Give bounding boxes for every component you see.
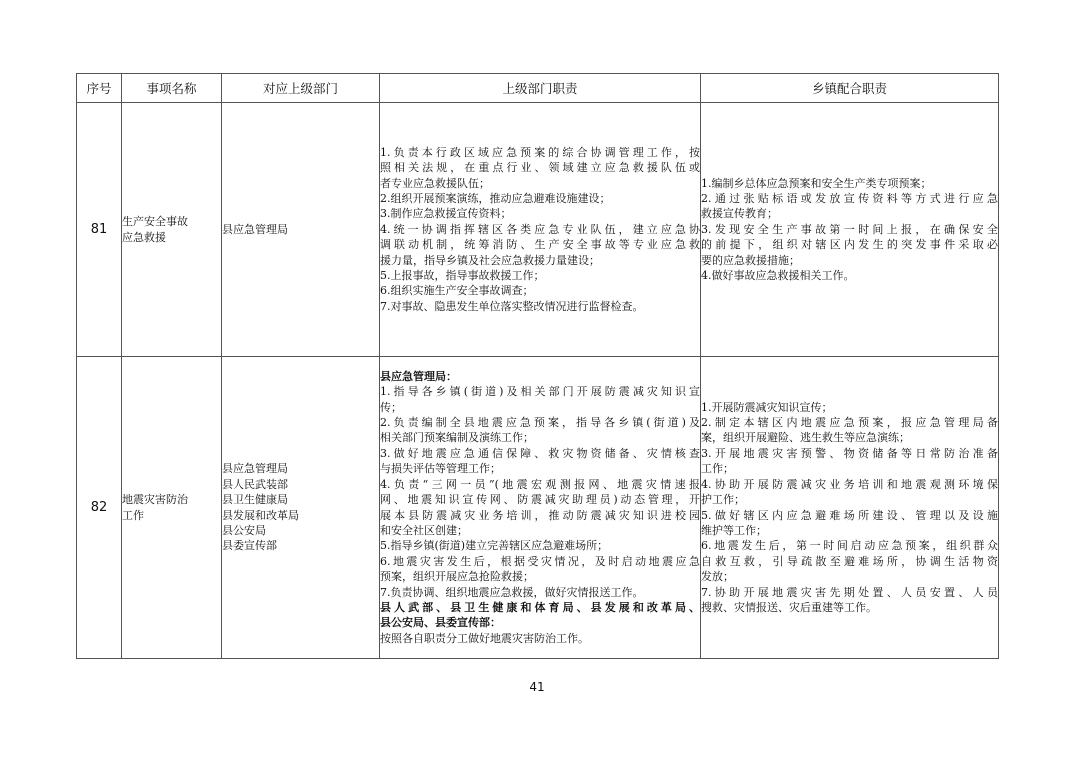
item-name bbox=[122, 357, 222, 659]
text-line: 1.负责本行政区域应急预案的综合协调管理工作，按 bbox=[380, 145, 700, 159]
text-line: 者专业应急救援队伍； bbox=[380, 176, 490, 190]
table-row bbox=[77, 103, 999, 357]
header-no: 序号 bbox=[77, 74, 122, 103]
item-name bbox=[122, 103, 222, 357]
header-dept: 对应上级部门 bbox=[222, 74, 380, 103]
text-line: 县委宣传部 bbox=[222, 539, 277, 553]
text-line: 传； bbox=[380, 400, 402, 414]
text-line: 展本县防震减灾业务培训，推动防震减灾知识进校园 bbox=[380, 508, 700, 522]
text-line: 2.制定本辖区内地震应急预案，报应急管理局备 bbox=[701, 416, 998, 430]
text-line: 工作 bbox=[122, 508, 144, 522]
superior-departments bbox=[222, 357, 380, 659]
text-line: 救援宣传教育； bbox=[701, 207, 778, 221]
row-number: 82 bbox=[77, 357, 122, 659]
header-row bbox=[77, 74, 999, 103]
text-line: 4.协助开展防震减灾业务培训和地震观测环境保 bbox=[701, 477, 998, 491]
text-line: 7.对事故、隐患发生单位落实整改情况进行监督检查。 bbox=[380, 299, 644, 313]
header-name: 事项名称 bbox=[122, 74, 222, 103]
text-line: 县应急管理局 bbox=[222, 222, 288, 236]
text-line: 县应急管理局 bbox=[222, 462, 288, 476]
text-line: 维护等工作； bbox=[701, 523, 767, 537]
text-line: 地震灾害防治 bbox=[122, 493, 188, 507]
text-line: 发放； bbox=[701, 570, 734, 584]
text-line: 5.做好辖区内应急避难场所建设、管理以及设施 bbox=[701, 508, 998, 522]
text-line: 3.开展地震灾害预警、物资储备等日常防治准备 bbox=[701, 446, 998, 460]
text-line: 5.指导乡镇(街道)建立完善辖区应急避难场所； bbox=[380, 539, 609, 553]
text-line: 3.做好地震应急通信保障、救灾物资储备、灾情核查 bbox=[380, 446, 700, 460]
text-line: 5.上报事故，指导事故救援工作； bbox=[380, 269, 545, 283]
text-line: 3.制作应急救援宣传资料； bbox=[380, 207, 512, 221]
text-line: 与损失评估等管理工作； bbox=[380, 462, 501, 476]
superior-duties bbox=[380, 103, 701, 357]
text-line: 调联动机制，统筹消防、生产安全事故等专业应急救 bbox=[380, 238, 700, 252]
superior-duties bbox=[380, 357, 701, 659]
text-line: 网、地震知识宣传网、防震减灾助理员)动态管理，开 bbox=[380, 493, 700, 507]
township-duties bbox=[701, 357, 999, 659]
text-line: 6.地震发生后，第一时间启动应急预案，组织群众 bbox=[701, 539, 998, 553]
text-line: 3.发现安全生产事故第一时间上报，在确保安全 bbox=[701, 222, 998, 236]
text-line: 自救互救，引导疏散至避难场所，协调生活物资 bbox=[701, 554, 998, 568]
text-line: 案，组织开展避险、逃生救生等应急演练； bbox=[701, 431, 910, 445]
township-duties bbox=[701, 103, 999, 357]
text-line: 2.负责编制全县地震应急预案，指导各乡镇(街道)及 bbox=[380, 416, 700, 430]
table-row bbox=[77, 357, 999, 659]
text-line: 1.开展防震减灾知识宣传； bbox=[701, 400, 833, 414]
superior-departments bbox=[222, 103, 380, 357]
text-line: 1.编制乡总体应急预案和安全生产类专项预案； bbox=[701, 176, 932, 190]
text-line: 县卫生健康局 bbox=[222, 493, 288, 507]
text-line: 的前提下，组织对辖区内发生的突发事件采取必 bbox=[701, 238, 998, 252]
text-line: 6.组织实施生产安全事故调查； bbox=[380, 284, 534, 298]
text-line: 县发展和改革局 bbox=[222, 508, 299, 522]
text-line: 1.指导各乡镇(街道)及相关部门开展防震减灾知识宣 bbox=[380, 385, 700, 399]
text-line: 2.通过张贴标语或发放宣传资料等方式进行应急 bbox=[701, 191, 998, 205]
text-line: 护工作； bbox=[701, 493, 745, 507]
text-line: 4.负责“三网一员”(地震宏观测报网、地震灾情速报 bbox=[380, 477, 700, 491]
text-line: 应急救援 bbox=[122, 230, 166, 244]
text-line: 援力量，指导乡镇及社会应急救援力量建设； bbox=[380, 253, 600, 267]
text-line: 6.地震灾害发生后，根据受灾情况，及时启动地震应急 bbox=[380, 554, 700, 568]
page-number: 41 bbox=[529, 680, 545, 694]
text-line: 县公安局 bbox=[222, 523, 266, 537]
text-line: 生产安全事故 bbox=[122, 215, 188, 229]
text-line: 7.负责协调、组织地震应急救援，做好灾情报送工作。 bbox=[380, 585, 644, 599]
text-line: 预案，组织开展应急抢险救援； bbox=[380, 570, 534, 584]
text-line: 相关部门预案编制及演练工作； bbox=[380, 431, 534, 445]
row-number: 81 bbox=[77, 103, 122, 357]
text-line: 搜救、灾情报送、灾后重建等工作。 bbox=[701, 600, 877, 614]
text-line: 4.统一协调指挥辖区各类应急专业队伍，建立应急协 bbox=[380, 222, 700, 236]
text-line: 县应急管理局： bbox=[380, 369, 457, 383]
duty-table bbox=[76, 73, 999, 659]
text-line: 要的应急救援措施； bbox=[701, 253, 800, 267]
text-line: 4.做好事故应急救援相关工作。 bbox=[701, 269, 855, 283]
text-line: 7.协助开展地震灾害先期处置、人员安置、人员 bbox=[701, 585, 998, 599]
text-line: 工作； bbox=[701, 462, 734, 476]
text-line: 照相关法规，在重点行业、领域建立应急救援队伍或 bbox=[380, 161, 700, 175]
header-upper-duty: 上级部门职责 bbox=[380, 74, 701, 103]
text-line: 县公安局、县委宣传部： bbox=[380, 616, 501, 630]
text-line: 县人武部、县卫生健康和体育局、县发展和改革局、 bbox=[380, 600, 700, 614]
text-line: 县人民武装部 bbox=[222, 477, 288, 491]
text-line: 2.组织开展预案演练，推动应急避难设施建设； bbox=[380, 191, 611, 205]
text-line: 按照各自职责分工做好地震灾害防治工作。 bbox=[380, 631, 589, 645]
header-town-duty: 乡镇配合职责 bbox=[701, 74, 999, 103]
text-line: 和安全社区创建； bbox=[380, 523, 468, 537]
